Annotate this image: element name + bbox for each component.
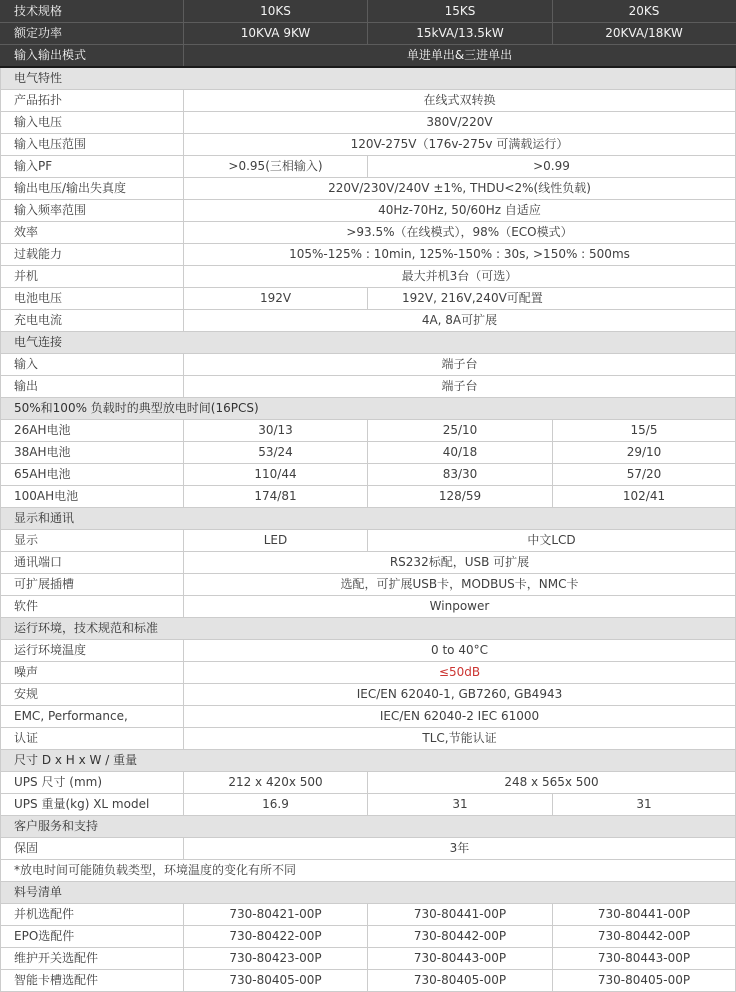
value-cell: 40Hz-70Hz, 50/60Hz 自适应 [184, 200, 736, 222]
row-label: 输入 [1, 354, 184, 376]
spec-row [1, 772, 736, 794]
footnote-text: *放电时间可能随负载类型，环境温度的变化有所不同 [1, 860, 736, 882]
value-cell: 730-80442-00P [553, 926, 736, 948]
value-cell: 3年 [184, 838, 736, 860]
section-title: 电气连接 [1, 332, 736, 354]
row-label: EPO选配件 [1, 926, 184, 948]
value-cell: 212 x 420x 500 [184, 772, 368, 794]
row-label: UPS 尺寸 (mm) [1, 772, 184, 794]
section-title: 客户服务和支持 [1, 816, 736, 838]
spec-row [1, 486, 736, 508]
row-label: 并机 [1, 266, 184, 288]
value-cell: 端子台 [184, 354, 736, 376]
column-header-cell: 20KS [553, 1, 736, 23]
value-cell: 730-80421-00P [184, 904, 368, 926]
value-cell: 30/13 [184, 420, 368, 442]
value-cell: 25/10 [368, 420, 553, 442]
row-label: 显示 [1, 530, 184, 552]
column-header-cell: 10KS [184, 1, 368, 23]
value-cell: 选配，可扩展USB卡，MODBUS卡，NMC卡 [184, 574, 736, 596]
spec-row [1, 420, 736, 442]
value-cell: 192V [184, 288, 368, 310]
value-cell: 730-80441-00P [553, 904, 736, 926]
value-cell: 105%-125% : 10min, 125%-150% : 30s, >150% : 500ms [184, 244, 736, 266]
column-header-cell: 单进单出&三进单出 [184, 45, 736, 68]
row-label: 输入频率范围 [1, 200, 184, 222]
row-label: 100AH电池 [1, 486, 184, 508]
row-label: 过载能力 [1, 244, 184, 266]
value-cell: 110/44 [184, 464, 368, 486]
value-cell: IEC/EN 62040-1, GB7260, GB4943 [184, 684, 736, 706]
value-cell: 730-80442-00P [368, 926, 553, 948]
spec-row [1, 640, 736, 662]
section-title: 运行环境，技术规范和标准 [1, 618, 736, 640]
value-cell: 端子台 [184, 376, 736, 398]
value-cell: 16.9 [184, 794, 368, 816]
row-label: 电池电压 [1, 288, 184, 310]
spec-row [1, 530, 736, 552]
spec-row [1, 728, 736, 750]
spec-row [1, 112, 736, 134]
spec-row [1, 904, 736, 926]
value-cell: 0 to 40°C [184, 640, 736, 662]
value-cell: IEC/EN 62040-2 IEC 61000 [184, 706, 736, 728]
value-cell: 31 [368, 794, 553, 816]
row-label: 输入电压范围 [1, 134, 184, 156]
section-title: 50%和100% 负载时的典型放电时间(16PCS) [1, 398, 736, 420]
value-cell: 4A, 8A可扩展 [184, 310, 736, 332]
column-header-cell: 15KS [368, 1, 553, 23]
value-cell: 15/5 [553, 420, 736, 442]
section-header-row [1, 332, 736, 354]
row-label: 噪声 [1, 662, 184, 684]
spec-table-body [1, 1, 736, 992]
column-header-cell: 10KVA 9KW [184, 23, 368, 45]
row-label: 并机选配件 [1, 904, 184, 926]
section-title: 尺寸 D x H x W / 重量 [1, 750, 736, 772]
row-label: 输入电压 [1, 112, 184, 134]
row-label: 产品拓扑 [1, 90, 184, 112]
spec-row [1, 838, 736, 860]
column-header-cell: 15kVA/13.5kW [368, 23, 553, 45]
table-header-row [1, 45, 736, 68]
value-cell: >0.95(三相输入) [184, 156, 368, 178]
row-label: 输入输出模式 [1, 45, 184, 68]
spec-row [1, 134, 736, 156]
section-header-row [1, 67, 736, 90]
value-cell: 730-80405-00P [184, 970, 368, 992]
row-label: 65AH电池 [1, 464, 184, 486]
spec-row [1, 684, 736, 706]
spec-row [1, 266, 736, 288]
row-label: 维护开关选配件 [1, 948, 184, 970]
row-label: 运行环境温度 [1, 640, 184, 662]
spec-row [1, 200, 736, 222]
value-cell: 730-80405-00P [368, 970, 553, 992]
spec-row [1, 222, 736, 244]
value-cell: 220V/230V/240V ±1%, THDU<2%(线性负载) [184, 178, 736, 200]
value-cell: 248 x 565x 500 [368, 772, 736, 794]
value-cell: LED [184, 530, 368, 552]
table-header-row [1, 1, 736, 23]
spec-row [1, 178, 736, 200]
value-cell: 29/10 [553, 442, 736, 464]
section-header-row [1, 882, 736, 904]
spec-row [1, 244, 736, 266]
value-cell: RS232标配，USB 可扩展 [184, 552, 736, 574]
spec-row [1, 376, 736, 398]
spec-row [1, 574, 736, 596]
value-cell: 128/59 [368, 486, 553, 508]
value-cell: 31 [553, 794, 736, 816]
row-label: 软件 [1, 596, 184, 618]
row-label: 安规 [1, 684, 184, 706]
value-cell: 在线式双转换 [184, 90, 736, 112]
value-cell: Winpower [184, 596, 736, 618]
section-title: 显示和通讯 [1, 508, 736, 530]
section-header-row [1, 816, 736, 838]
value-cell: >93.5%（在线模式），98%（ECO模式） [184, 222, 736, 244]
row-label: 输出 [1, 376, 184, 398]
row-label: 可扩展插槽 [1, 574, 184, 596]
value-cell: 730-80422-00P [184, 926, 368, 948]
row-label: UPS 重量(kg) XL model [1, 794, 184, 816]
spec-row [1, 354, 736, 376]
column-header-cell: 20KVA/18KW [553, 23, 736, 45]
footnote-row [1, 860, 736, 882]
row-label: 认证 [1, 728, 184, 750]
value-cell: TLC,节能认证 [184, 728, 736, 750]
spec-row [1, 90, 736, 112]
spec-row [1, 662, 736, 684]
row-label: 输入PF [1, 156, 184, 178]
row-label: 通讯端口 [1, 552, 184, 574]
spec-row [1, 310, 736, 332]
section-header-row [1, 398, 736, 420]
spec-row [1, 156, 736, 178]
spec-row [1, 794, 736, 816]
value-cell: 40/18 [368, 442, 553, 464]
section-title: 料号清单 [1, 882, 736, 904]
value-cell: 53/24 [184, 442, 368, 464]
section-header-row [1, 750, 736, 772]
spec-row [1, 926, 736, 948]
row-label: 充电电流 [1, 310, 184, 332]
spec-row [1, 970, 736, 992]
value-cell: ≤50dB [184, 662, 736, 684]
value-cell: 102/41 [553, 486, 736, 508]
row-label: 智能卡槽选配件 [1, 970, 184, 992]
section-title: 电气特性 [1, 67, 736, 90]
spec-row [1, 552, 736, 574]
spec-row [1, 948, 736, 970]
row-label: 输出电压/输出失真度 [1, 178, 184, 200]
spec-row [1, 464, 736, 486]
value-cell: 730-80405-00P [553, 970, 736, 992]
table-header-row [1, 23, 736, 45]
value-cell: 730-80441-00P [368, 904, 553, 926]
value-cell: >0.99 [368, 156, 736, 178]
spec-row [1, 706, 736, 728]
row-label: 保固 [1, 838, 184, 860]
section-header-row [1, 508, 736, 530]
row-label: 38AH电池 [1, 442, 184, 464]
value-cell: 730-80443-00P [553, 948, 736, 970]
row-label: EMC, Performance, [1, 706, 184, 728]
section-header-row [1, 618, 736, 640]
row-label: 效率 [1, 222, 184, 244]
value-cell: 83/30 [368, 464, 553, 486]
spec-row [1, 442, 736, 464]
value-cell: 57/20 [553, 464, 736, 486]
value-cell: 120V-275V（176v-275v 可满载运行） [184, 134, 736, 156]
row-label: 26AH电池 [1, 420, 184, 442]
row-label: 技术规格 [1, 1, 184, 23]
value-cell: 中文LCD [368, 530, 736, 552]
value-cell: 730-80443-00P [368, 948, 553, 970]
value-cell: 174/81 [184, 486, 368, 508]
value-cell: 730-80423-00P [184, 948, 368, 970]
value-cell: 380V/220V [184, 112, 736, 134]
spec-row [1, 288, 736, 310]
value-cell: 最大并机3台（可选） [184, 266, 736, 288]
value-cell: 192V, 216V,240V可配置 [368, 288, 736, 310]
spec-row [1, 596, 736, 618]
row-label: 额定功率 [1, 23, 184, 45]
